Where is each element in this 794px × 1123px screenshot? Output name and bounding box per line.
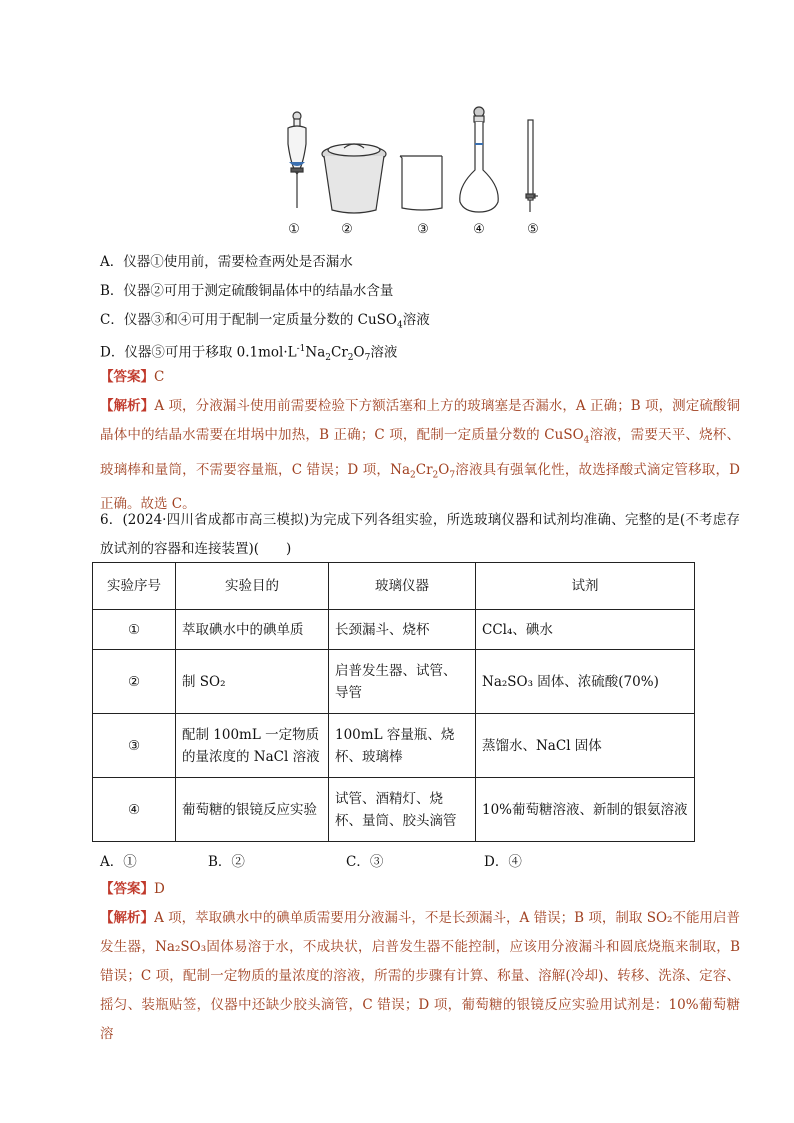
q5-answer [100,367,164,387]
q5-option-a: A．仪器①使用前，需要检查两处是否漏水 [100,254,353,270]
q5-analysis-p2-sub1: 2 [410,470,416,481]
row-no: ④ [93,778,176,842]
q5-analysis-p2-o: O [438,461,450,478]
row-glass: 启普发生器、试管、导管 [329,650,476,714]
q5-analysis-p3: 溶液具有强氧化性，故选择酸式滴定管移取，D 正确。故选 C。 [100,461,740,513]
q5-option-c-text: C．仪器③和④可用于配制一定质量分数的 CuSO [100,312,397,328]
q5-analysis-tag: 【解析】 [100,398,155,414]
q5-option-d-text: D．仪器⑤可用于移取 0.1mol·L [100,344,297,361]
q6-option-a: A．① [100,854,137,870]
row-no: ① [93,610,176,650]
row-no: ② [93,650,176,714]
apparatus-drawing [270,104,560,224]
figure-label-3: ③ [417,222,429,237]
q5-answer-value: C [154,369,165,385]
q5-option-d-cr: Cr [330,344,348,361]
row-glass: 长颈漏斗、烧杯 [329,610,476,650]
q6-answer-tag: 【答案】 [100,881,154,897]
q5-analysis-p2-sub3: 7 [449,470,456,481]
header-purpose: 实验目的 [176,563,329,610]
row-reagent: CCl₄、碘水 [476,610,695,650]
table-row [93,650,695,714]
q6-option-b: B．② [208,854,245,870]
q6-analysis-text: A 项，萃取碘水中的碘单质需要用分液漏斗，不是长颈漏斗，A 错误；B 项，制取 SO₂不能用启普发生器，Na₂SO₃固体易溶于水，不成块状，启普发生器不能控制，应该用分液漏斗和圆底烧瓶来制取，B 错误；C 项，配制一定物质的量浓度的溶液，所需的步骤有计算、称量、溶解(冷却)、转移、洗涤、定容、摇匀、装瓶贴签，仪器中还缺少胶头滴管，C 错误；D 项，葡萄糖的银镜反应实验用试剂是：10%葡萄糖溶 [100,910,740,1042]
q6-stem: 6．(2024·四川省成都市高三模拟)为完成下列各组实验，所选玻璃仪器和试剂均准确、完整的是(不考虑存放试剂的容器和连接装置)( ) [100,512,740,557]
burette-icon [526,120,538,212]
q5-analysis-p1-sub: 4 [583,435,590,446]
header-glass: 玻璃仪器 [329,563,476,610]
beaker-icon [400,156,442,210]
table-row [93,778,695,842]
crucible-icon [322,144,386,213]
q5-option-d [100,339,397,368]
q5-analysis-p2-sub2: 2 [432,470,439,481]
row-no: ③ [93,714,176,778]
row-reagent: Na₂SO₃ 固体、浓硫酸(70%) [476,650,695,714]
row-purpose: 葡萄糖的银镜反应实验 [176,778,329,842]
q6-option-c: C．③ [346,854,384,870]
separatory-funnel-icon [288,112,306,208]
experiment-table [92,562,695,842]
row-purpose: 制 SO₂ [176,650,329,714]
q5-analysis-p2-cr: Cr [415,461,433,478]
figure-label-2: ② [341,222,353,237]
table-header-row [93,563,695,610]
q6-answer-value: D [154,881,165,897]
q5-option-d-sub1: 2 [325,353,331,364]
volumetric-flask-icon [460,107,498,212]
q5-option-d-na: Na [305,344,326,361]
q5-analysis-p1: A 项，分液漏斗使用前需要检验下方额活塞和上方的玻璃塞是否漏水，A 正确；B 项，测定硫酸铜晶体中的结晶水需要在坩埚中加热，B 正确；C 项，配制一定质量分数的 CuSO [100,398,741,443]
q5-option-d-end: 溶液 [370,344,398,361]
q5-option-c-sub: 4 [396,320,403,331]
row-purpose: 萃取碘水中的碘单质 [176,610,329,650]
q5-option-c [100,310,430,336]
q5-option-b: B．仪器②可用于测定硫酸铜晶体中的结晶水含量 [100,283,394,299]
table-row [93,714,695,778]
q5-option-d-sub2: 2 [347,353,354,364]
figure-label-1: ① [288,222,300,237]
table-row [93,610,695,650]
q5-answer-tag: 【答案】 [100,369,154,385]
q6-analysis [100,904,740,1049]
figure-label-4: ④ [473,222,485,237]
q5-analysis [100,392,740,519]
header-no: 实验序号 [93,563,176,610]
q5-option-d-o: O [353,344,365,361]
header-reagent: 试剂 [476,563,695,610]
q6-option-d: D．④ [484,854,522,870]
row-reagent: 10%葡萄糖溶液、新制的银氨溶液 [476,778,695,842]
q5-option-d-sup: -1 [296,344,306,354]
row-glass: 100mL 容量瓶、烧杯、玻璃棒 [329,714,476,778]
q6-answer [100,879,165,899]
q6-analysis-tag: 【解析】 [100,910,155,926]
row-glass: 试管、酒精灯、烧杯、量筒、胶头滴管 [329,778,476,842]
figure-label-5: ⑤ [527,222,539,237]
q5-analysis-p2: 溶液，需要天平、烧杯、玻璃棒和量筒，不需要容量瓶，C 错误；D 项，Na [100,427,740,478]
q5-option-c-end: 溶液 [402,312,430,328]
row-purpose: 配制 100mL 一定物质的量浓度的 NaCl 溶液 [176,714,329,778]
q5-option-d-sub3: 7 [364,353,371,364]
row-reagent: 蒸馏水、NaCl 固体 [476,714,695,778]
